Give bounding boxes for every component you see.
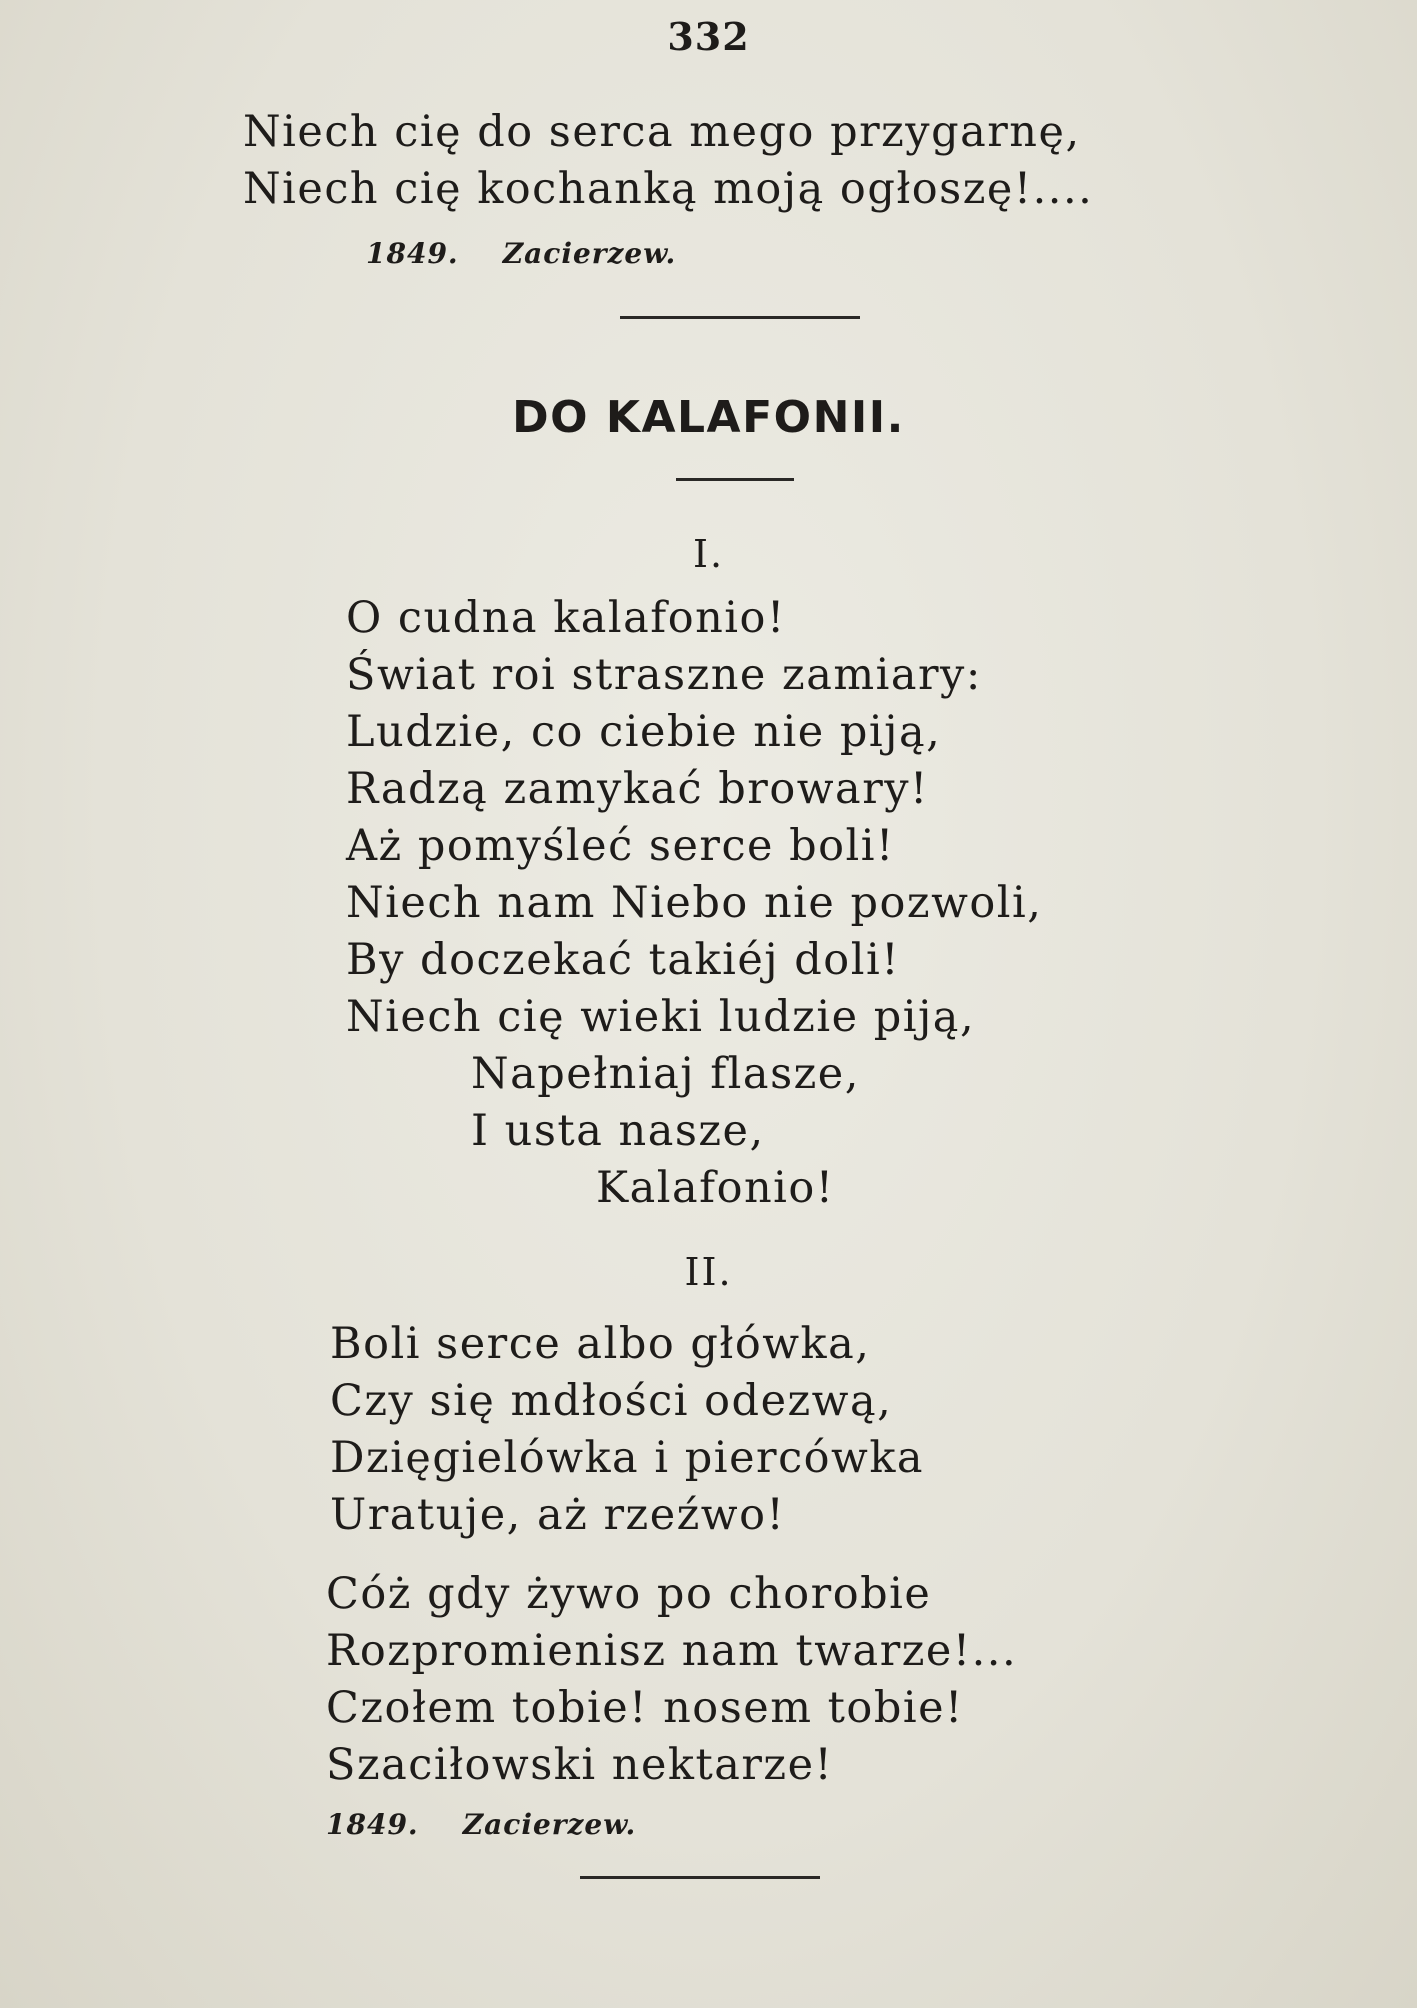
verse-line: Świat roi straszne zamiary: [346,650,982,700]
section-1-stanza [346,590,1042,1217]
previous-poem-line-1: Niech cię do serca mego przygarnę, [243,107,1081,157]
verse-line: Rozpromienisz nam twarze!... [326,1626,1018,1676]
section-2-stanza-2 [326,1566,1017,1794]
title-underline-rule [676,478,794,481]
verse-line: Ludzie, co ciebie nie piją, [346,707,942,757]
verse-line: Uratuje, aż rzeźwo! [330,1490,786,1540]
poem-dateline [326,1808,636,1841]
verse-line: Boli serce albo główka, [330,1319,871,1369]
poem-place: Zacierzew. [462,1808,637,1841]
poem-title: DO KALAFONII. [512,392,905,443]
verse-line: Cóż gdy żywo po chorobie [326,1569,932,1619]
previous-poem-line-2: Niech cię kochanką moją ogłoszę!.... [243,164,1094,214]
verse-line: Niech cię wieki ludzie piją, [346,992,976,1042]
page-number: 332 [667,14,750,59]
verse-line: Radzą zamykać browary! [346,764,929,814]
verse-line: Aż pomyśleć serce boli! [346,821,895,871]
previous-poem-dateline [366,237,676,270]
section-2-stanza-1 [330,1316,924,1544]
verse-line: Czołem tobie! nosem tobie! [326,1683,964,1733]
verse-line: Napełniaj flasze, [471,1049,860,1099]
verse-line: I usta nasze, [471,1106,765,1156]
verse-line: Niech nam Niebo nie pozwoli, [346,878,1043,928]
verse-line: O cudna kalafonio! [346,593,786,643]
previous-poem-date: 1849. [366,237,459,270]
end-divider-rule [580,1876,820,1879]
poem-date: 1849. [326,1808,419,1841]
previous-poem-place: Zacierzew. [502,237,677,270]
verse-line: Szaciłowski nektarze! [326,1740,834,1790]
section-number-2: II. [684,1250,733,1294]
verse-line: By doczekać takiéj doli! [346,935,900,985]
verse-line: Kalafonio! [596,1163,835,1213]
verse-line: Dzięgielówka i piercówka [330,1433,925,1483]
section-divider-rule [620,316,860,319]
verse-line: Czy się mdłości odezwą, [330,1376,893,1426]
section-number-1: I. [692,532,725,576]
